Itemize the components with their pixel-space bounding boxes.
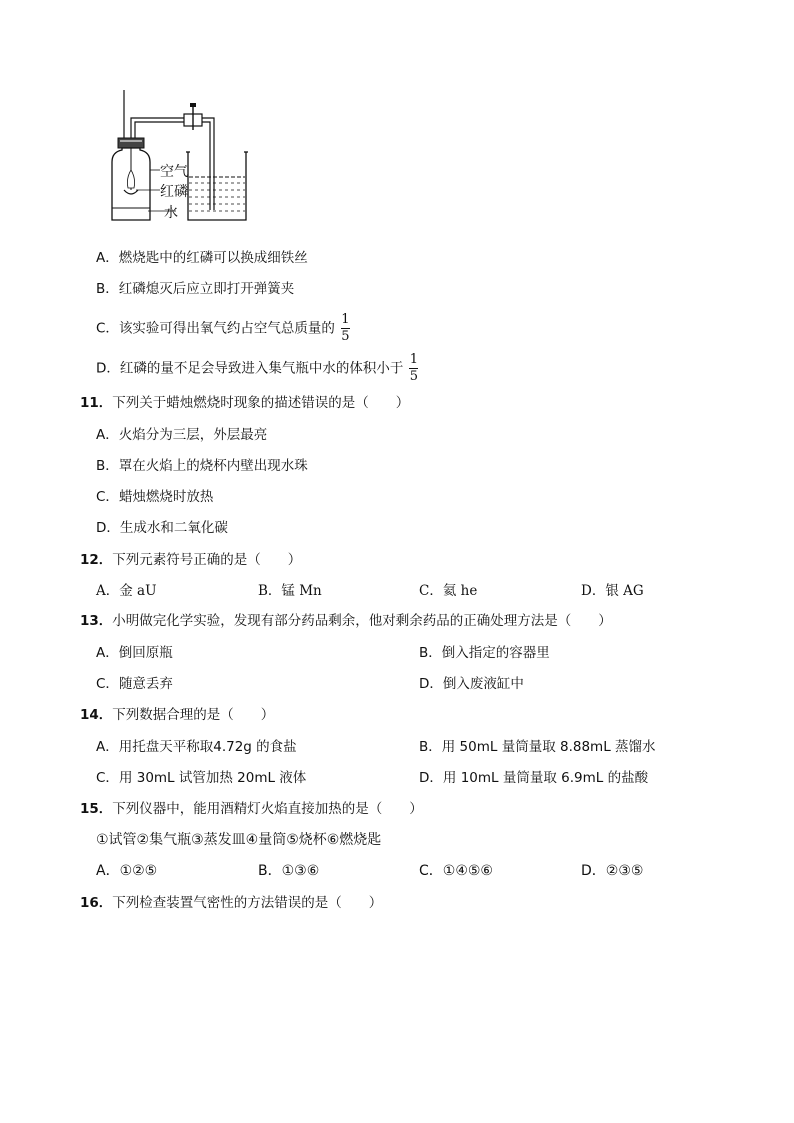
option-text: 倒回原瓶 [118,645,173,661]
q11-option-a[interactable] [96,426,267,444]
option-letter: D． [96,520,120,536]
q14-option-a[interactable] [96,738,297,756]
option-text: 蜡烛燃烧时放热 [118,489,214,505]
option-text: 用 10mL 量筒量取 6.9mL 的盐酸 [442,770,649,786]
question-text: 小明做完化学实验，发现有部分药品剩余，他对剩余药品的正确处理方法是（ ） [112,613,612,629]
option-letter: A． [96,645,119,661]
q15-option-a[interactable] [96,862,157,880]
q12-option-a[interactable] [96,582,156,600]
option-letter: B． [96,458,119,474]
option-letter: D． [581,583,606,599]
option-text: 生成水和二氧化碳 [119,520,228,536]
q15-option-b[interactable] [258,862,319,880]
fraction-denominator: 5 [341,329,350,344]
option-letter: A． [96,739,119,755]
q16-stem [80,894,382,912]
option-text: 红磷熄灭后应立即打开弹簧夹 [118,281,295,297]
fraction-one-fifth [341,313,350,344]
option-letter: A． [96,863,120,879]
q11-option-c[interactable] [96,488,213,506]
option-text: 罩在火焰上的烧杯内壁出现水珠 [118,458,308,474]
q14-option-c[interactable] [96,769,306,787]
q15-option-d[interactable] [581,862,643,880]
fraction-one-fifth [409,353,418,384]
question-number: 13． [80,613,113,629]
question-number: 16． [80,895,113,911]
q11-option-b[interactable] [96,457,308,475]
option-letter: C． [96,489,119,505]
option-text: 随意丢弃 [118,676,173,692]
q10-option-a[interactable] [96,249,308,267]
q14-option-d[interactable] [419,769,648,787]
question-text: 下列元素符号正确的是（ ） [112,552,302,568]
option-letter: A． [96,427,119,443]
q15-items-list: ①试管②集气瓶③蒸发皿④量筒⑤烧杯⑥燃烧匙 [96,832,382,848]
q11-option-d[interactable] [96,519,228,537]
option-letter: B． [258,583,282,599]
label-water: 水 [164,205,178,221]
question-text: 下列仪器中，能用酒精灯火焰直接加热的是（ ） [112,801,423,817]
question-number: 14． [80,707,113,723]
option-text: ①④⑤⑥ [442,863,493,879]
q10-option-b[interactable] [96,280,294,298]
question-text: 下列检查装置气密性的方法错误的是（ ） [112,895,383,911]
option-text: 倒入废液缸中 [442,676,524,692]
option-letter: B． [258,863,282,879]
option-text: ①②⑤ [119,863,158,879]
option-letter: C． [96,770,119,786]
option-text: 火焰分为三层，外层最亮 [118,427,268,443]
q13-option-a[interactable] [96,644,173,662]
q12-option-c[interactable] [419,582,477,600]
option-text: 用 30mL 试管加热 20mL 液体 [118,770,307,786]
option-letter: C． [419,863,443,879]
red-phosphorus-apparatus-diagram [98,90,258,225]
option-text: 该实验可得出氧气约占空气总质量的 [118,320,335,337]
option-text: ①③⑥ [281,863,320,879]
option-letter: D． [419,676,443,692]
option-letter: C． [419,583,443,599]
option-text: 燃烧匙中的红磷可以换成细铁丝 [118,250,308,266]
option-text: 用 50mL 量筒量取 8.88mL 蒸馏水 [441,739,656,755]
option-letter: B． [419,645,442,661]
option-letter: A． [96,250,119,266]
question-number: 15． [80,801,113,817]
label-air: 空气 [160,164,188,180]
option-text: 金 aU [119,583,157,599]
q12-option-d[interactable] [581,582,644,600]
option-letter: C． [96,320,119,337]
q13-option-c[interactable] [96,675,173,693]
q10-option-d[interactable] [96,353,418,384]
option-letter: D． [419,770,443,786]
q15-stem [80,800,423,818]
apparatus-figure [98,90,258,229]
option-text: 锰 Mn [281,583,322,599]
option-letter: D． [96,360,120,377]
q14-stem [80,706,274,724]
option-text: 氦 he [442,583,478,599]
option-text: 用托盘天平称取4.72g 的食盐 [118,739,297,755]
option-letter: D． [581,863,606,879]
q10-option-c[interactable] [96,313,350,344]
fraction-numerator: 1 [409,352,419,367]
option-text: 银 AG [605,583,644,599]
question-text: 下列数据合理的是（ ） [112,707,275,723]
fraction-numerator: 1 [341,312,350,327]
option-text: 倒入指定的容器里 [441,645,550,661]
label-red-phosphorus: 红磷 [160,184,188,200]
q13-stem [80,612,612,630]
question-text: 下列关于蜡烛燃烧时现象的描述错误的是（ ） [112,395,410,411]
fraction-denominator: 5 [409,369,419,384]
question-number: 12． [80,552,113,568]
q12-stem [80,551,301,569]
q13-option-b[interactable] [419,644,550,662]
option-letter: B． [419,739,442,755]
q13-option-d[interactable] [419,675,524,693]
option-letter: C． [96,676,119,692]
q14-option-b[interactable] [419,738,656,756]
option-letter: B． [96,281,119,297]
option-letter: A． [96,583,120,599]
q11-stem [80,394,409,412]
question-number: 11． [80,395,113,411]
q15-option-c[interactable] [419,862,493,880]
option-text: 红磷的量不足会导致进入集气瓶中水的体积小于 [119,360,404,377]
option-text: ②③⑤ [605,863,644,879]
q12-option-b[interactable] [258,582,322,600]
